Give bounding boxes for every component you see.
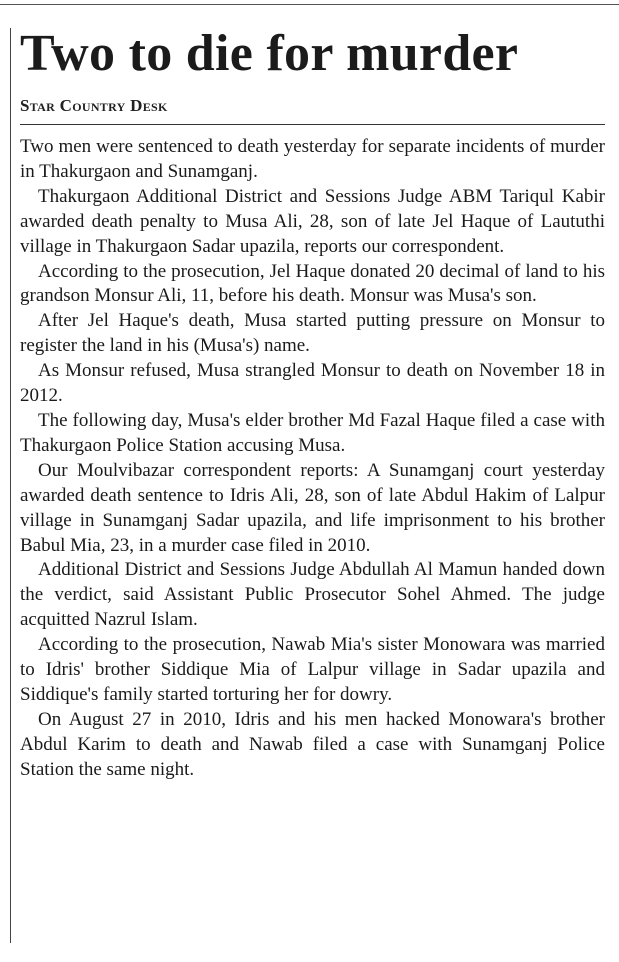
paragraph-10: On August 27 in 2010, Idris and his men hacked Monowara's brother Abdul Karim to death and Nawab filed a case with Sunamganj Police Station the same night. xyxy=(20,708,605,780)
paragraph-4: After Jel Haque's death, Musa started putting pressure on Monsur to register the land in his (Musa's) name. xyxy=(20,310,605,357)
byline-divider xyxy=(20,124,605,125)
byline: Star Country Desk xyxy=(20,96,168,115)
paragraph-9: According to the prosecution, Nawab Mia's sister Monowara was married to Idris' brother Siddique Mia of Lalpur village in Sadar upazila and Siddique's family started torturing her for dowry. xyxy=(20,634,605,705)
article-body xyxy=(20,135,605,783)
paragraph-6: The following day, Musa's elder brother Md Fazal Haque filed a case with Thakurgaon Police Station accusing Musa. xyxy=(20,409,605,456)
paragraph-5: As Monsur refused, Musa strangled Monsur to death on November 18 in 2012. xyxy=(20,360,605,407)
paragraph-2: Thakurgaon Additional District and Sessions Judge ABM Tariqul Kabir awarded death penalty to Musa Ali, 28, son of late Jel Haque of Laututhi village in Thakurgaon Sadar upazila, reports our correspondent. xyxy=(20,185,605,257)
column-left-rule xyxy=(10,28,11,943)
top-border-rule xyxy=(0,4,619,5)
news-article xyxy=(20,24,605,783)
paragraph-7: Our Moulvibazar correspondent reports: A Sunamganj court yesterday awarded death sentence to Idris Ali, 28, son of late Abdul Hakim of Lalpur village in Sunamganj Sadar upazila, and life imprisonment to his brother Babul Mia, 23, in a murder case filed in 2010. xyxy=(20,459,605,556)
paragraph-1: Two men were sentenced to death yesterday for separate incidents of murder in Thakurgaon and Sunamganj. xyxy=(20,136,605,182)
paragraph-3: According to the prosecution, Jel Haque donated 20 decimal of land to his grandson Monsur Ali, 11, before his death. Monsur was Musa's son. xyxy=(20,260,605,307)
paragraph-8: Additional District and Sessions Judge Abdullah Al Mamun handed down the verdict, said Assistant Public Prosecutor Sohel Ahmed. The judge acquitted Nazrul Islam. xyxy=(20,559,605,631)
headline: Two to die for murder xyxy=(20,25,519,82)
